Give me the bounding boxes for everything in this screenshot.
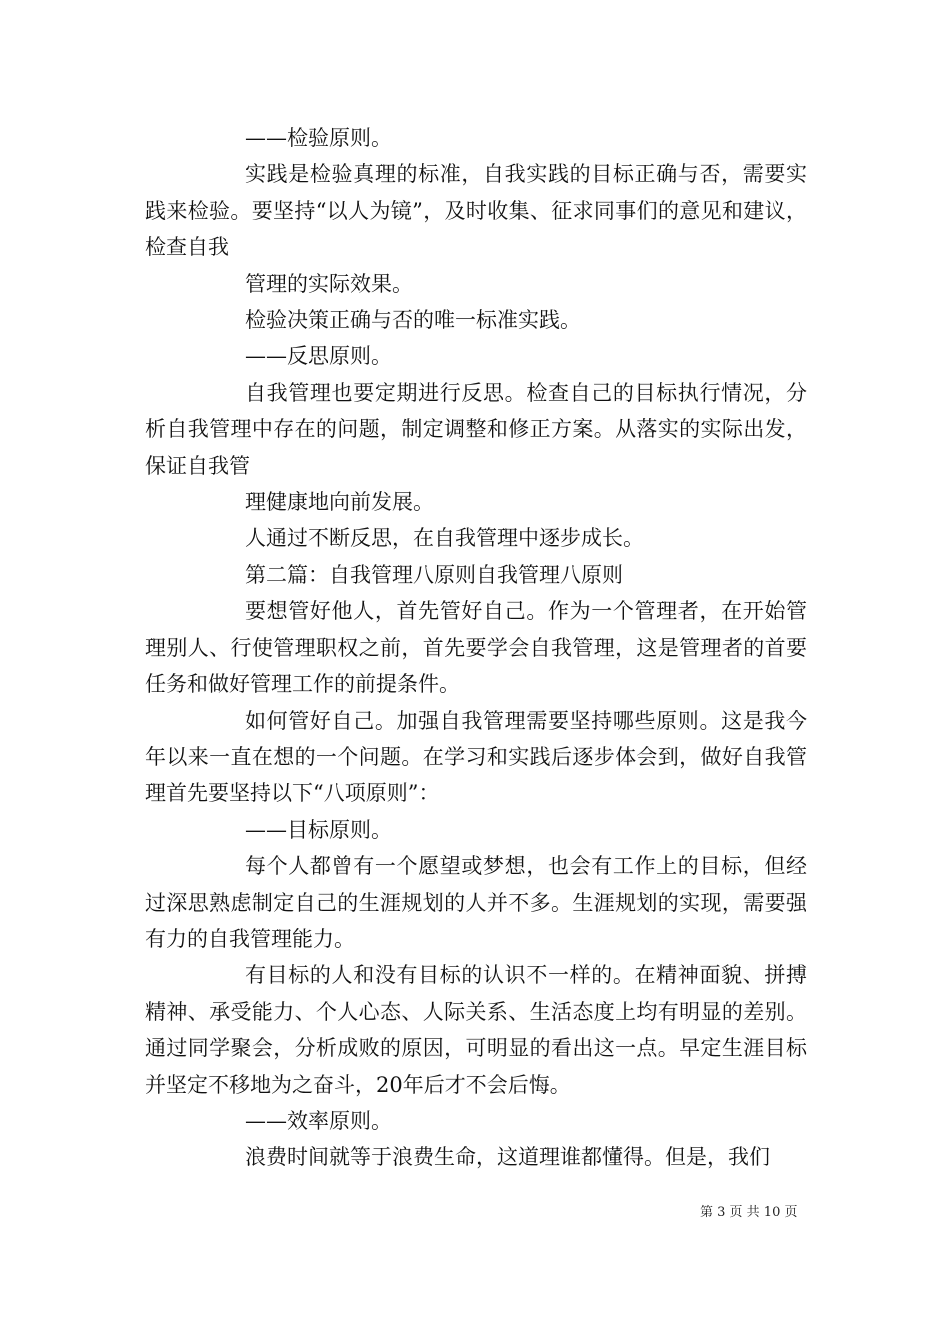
paragraph-12: ——目标原则。 bbox=[245, 817, 392, 842]
paragraph-10: 要想管好他人，首先管好自己。作为一个管理者，在开始管理别人、行使管理职权之前，首先要学会自我管理，这是管理者的首要任务和做好管理工作的前提条件。 bbox=[145, 599, 807, 697]
page-number-footer: 第 3 页 共 10 页 bbox=[700, 1205, 798, 1220]
paragraph-1: ——检验原则。 bbox=[245, 126, 392, 150]
section-heading: 第二篇：自我管理八原则自我管理八原则 bbox=[245, 562, 623, 587]
paragraph-7: 理健康地向前发展。 bbox=[245, 490, 434, 515]
paragraph-4: 检验决策正确与否的唯一标准实践。 bbox=[245, 308, 581, 333]
paragraph-13: 每个人都曾有一个愿望或梦想，也会有工作上的目标，但经过深思熟虑制定自己的生涯规划的人并不多。生涯规划的实现，需要强有力的自我管理能力。 bbox=[145, 854, 807, 951]
document-body bbox=[145, 120, 807, 1176]
paragraph-2: 实践是检验真理的标准，自我实践的目标正确与否，需要实践来检验。要坚持“以人为镜”，及时收集、征求同事们的意见和建议，检查自我 bbox=[145, 162, 807, 260]
paragraph-15: ——效率原则。 bbox=[245, 1108, 392, 1133]
paragraph-3: 管理的实际效果。 bbox=[245, 271, 413, 296]
paragraph-6: 自我管理也要定期进行反思。检查自己的目标执行情况，分析自我管理中存在的问题，制定调整和修正方案。从落实的实际出发，保证自我管 bbox=[145, 380, 807, 478]
paragraph-16: 浪费时间就等于浪费生命，这道理谁都懂得。但是，我们 bbox=[245, 1145, 770, 1170]
paragraph-5: ——反思原则。 bbox=[245, 344, 392, 369]
paragraph-14: 有目标的人和没有目标的认识不一样的。在精神面貌、拼搏精神、承受能力、个人心态、人际关系、生活态度上均有明显的差别。通过同学聚会，分析成败的原因，可明显的看出这一点。早定生涯目标并坚定不移地为之奋斗，20年后才不会后悔。 bbox=[145, 963, 807, 1097]
paragraph-8: 人通过不断反思，在自我管理中逐步成长。 bbox=[245, 526, 644, 551]
paragraph-11: 如何管好自己。加强自我管理需要坚持哪些原则。这是我今年以来一直在想的一个问题。在学习和实践后逐步体会到，做好自我管理首先要坚持以下“八项原则”： bbox=[145, 708, 807, 806]
